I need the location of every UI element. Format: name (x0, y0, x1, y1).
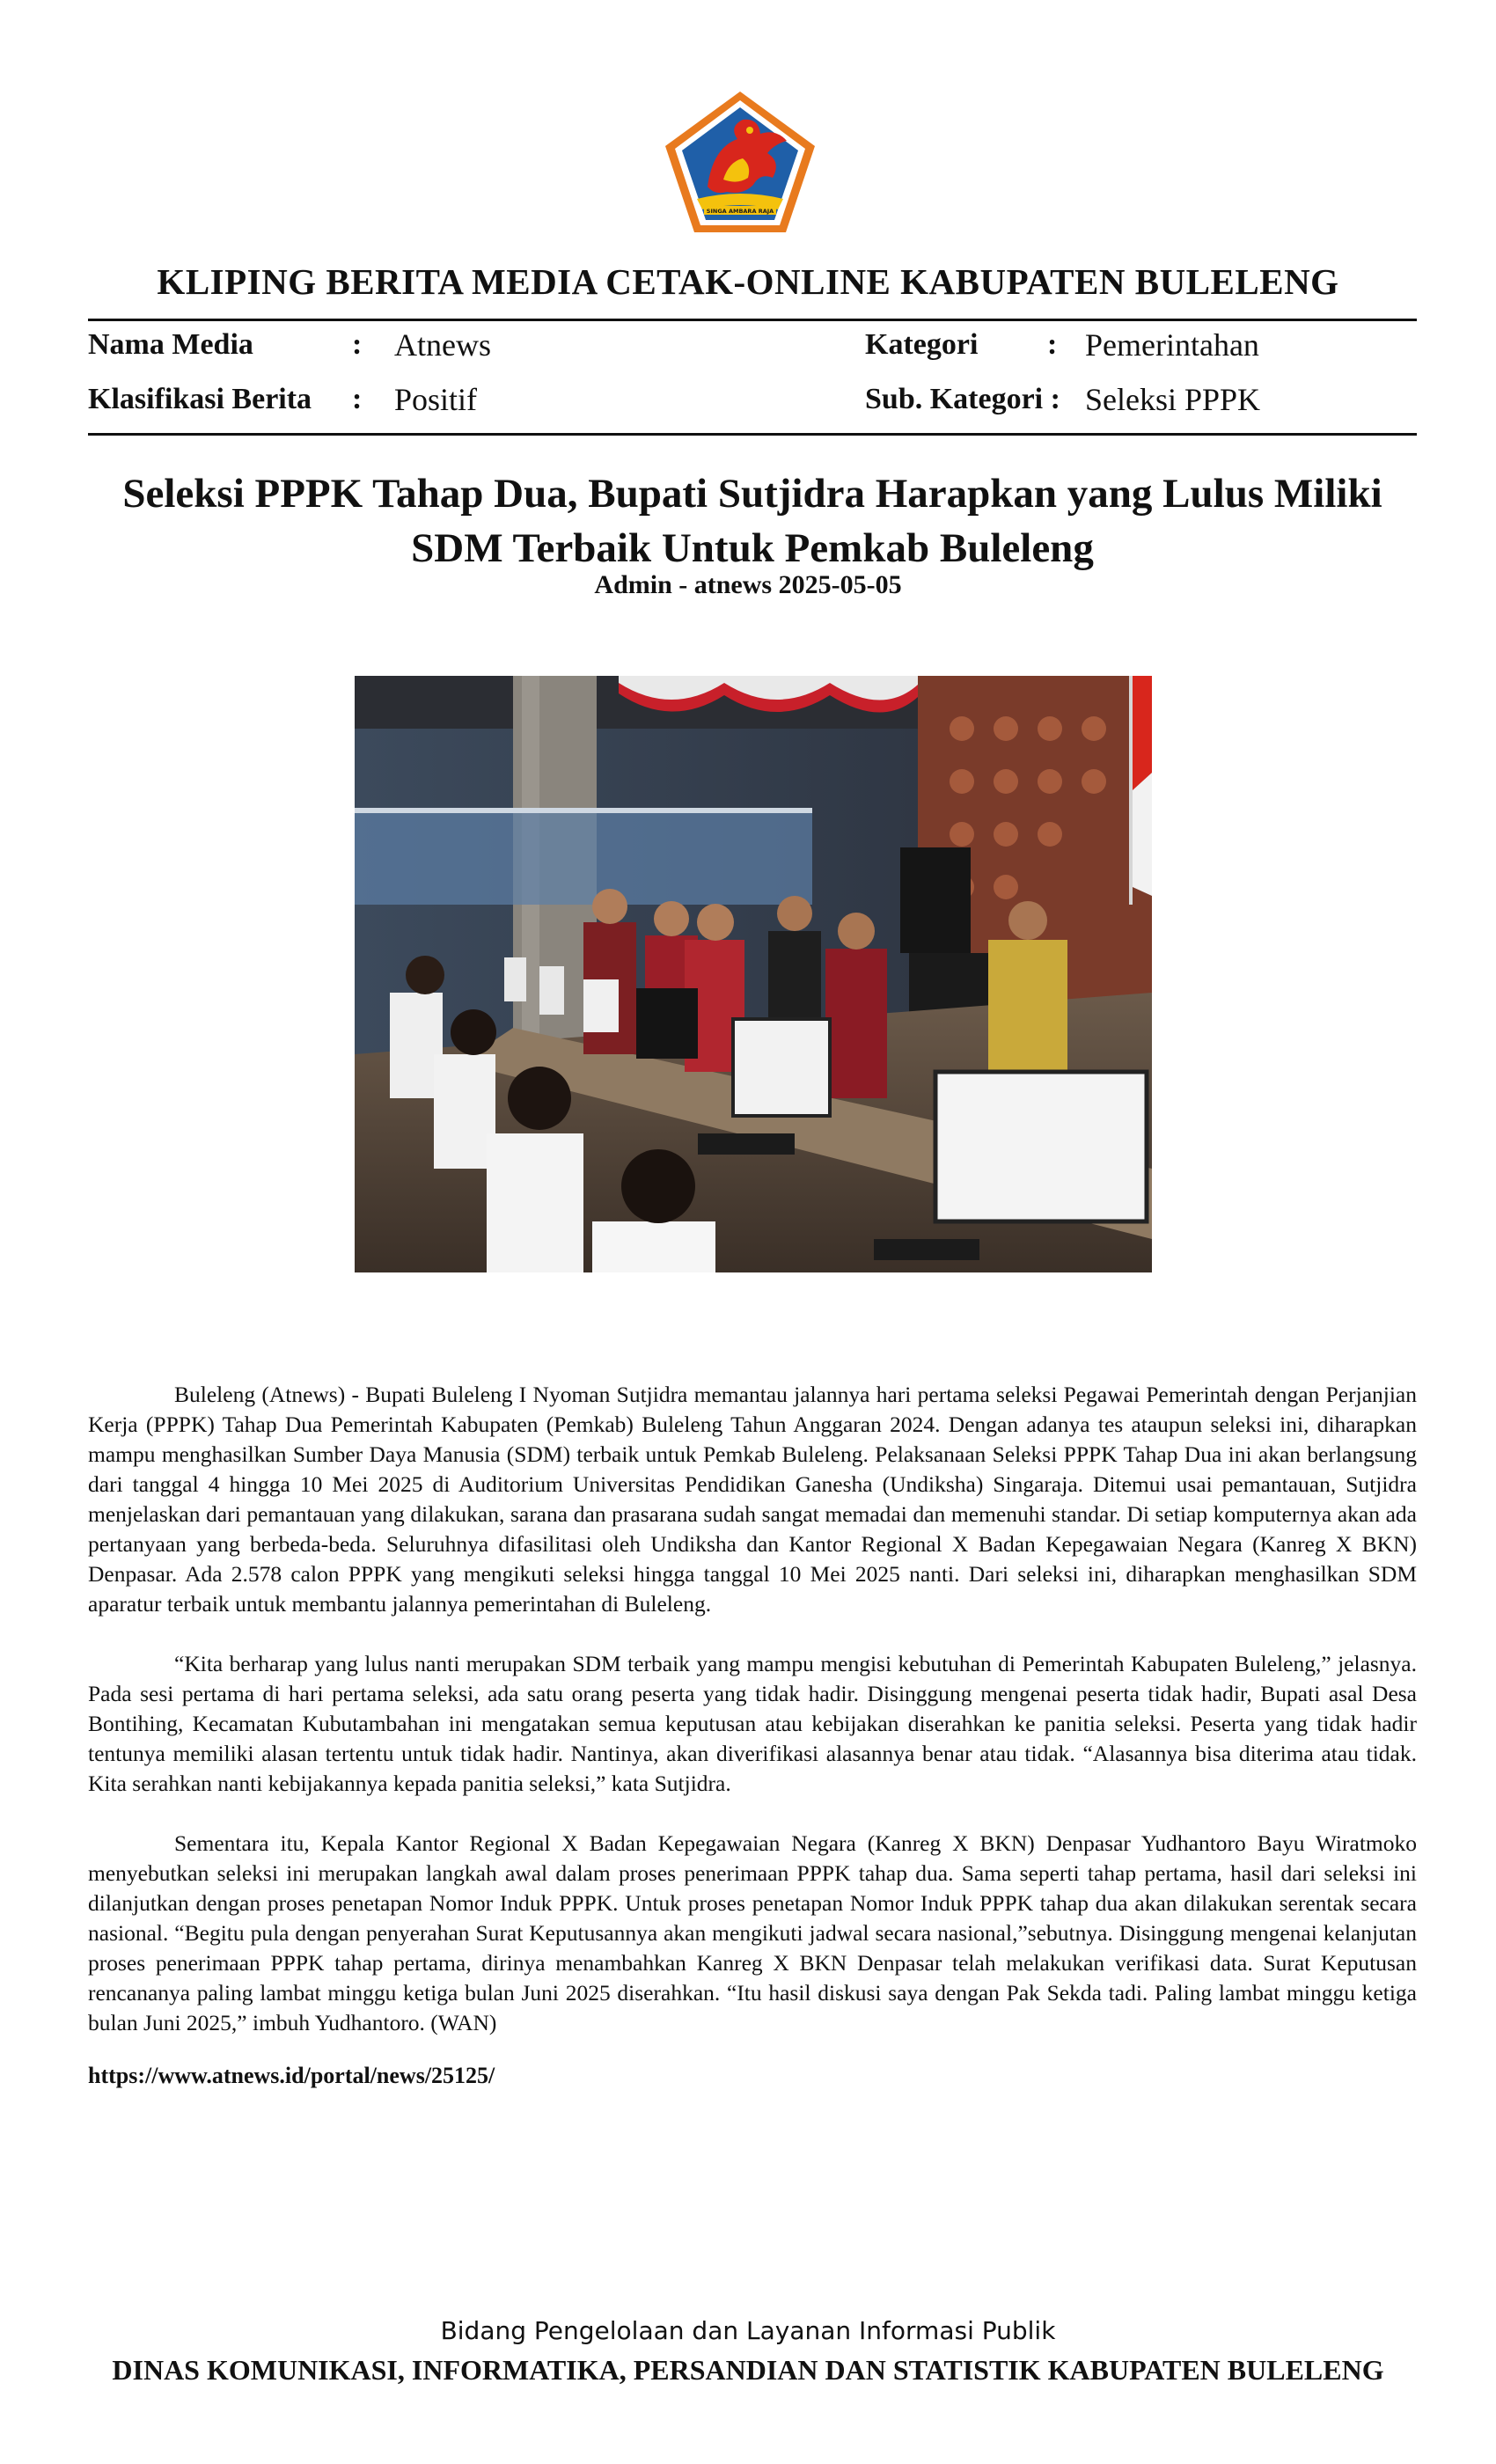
klasifikasi-label: Klasifikasi Berita (88, 383, 312, 415)
clipping-header-title: KLIPING BERITA MEDIA CETAK-ONLINE KABUPATEN BULELENG (157, 261, 1339, 302)
kategori-label: Kategori (865, 328, 979, 361)
subkategori-value: Seleksi PPPK (1085, 382, 1261, 417)
article-title: Seleksi PPPK Tahap Dua, Bupati Sutjidra Harapkan yang Lulus Miliki SDM Terbaik Untuk Pemkab Buleleng (122, 471, 1382, 571)
media-colon: : (352, 328, 363, 361)
subkategori-label: Sub. Kategori : (865, 383, 1060, 415)
article-paragraph-2: “Kita berharap yang lulus nanti merupakan SDM terbaik yang mampu mengisi kebutuhan di Pemerintah Kabupaten Buleleng,” jelasnya. Pada sesi pertama di hari pertama seleksi, ada satu orang peserta yang tidak hadir. Disinggung mengenai peserta tidak hadir, Bupati asal Desa Bontihing, Kecamatan Kubutambahan ini mengatakan semua keputusan atau kebijakan diserahkan ke panitia seleksi. Peserta yang tidak hadir tentunya memiliki alasan tertentu untuk tidak hadir. Nantinya, akan diverifikasi alasannya benar atau tidak. “Alasannya bisa diterima atau tidak. Kita serahkan nanti kebijakannya kepada panitia seleksi,” kata Sutjidra. (88, 1651, 1417, 1796)
footer-agency: DINAS KOMUNIKASI, INFORMATIKA, PERSANDIAN DAN STATISTIK KABUPATEN BULELENG (112, 2354, 1384, 2386)
media-value: Atnews (394, 327, 491, 363)
article-body (88, 1380, 1417, 2068)
news-photo (355, 676, 1152, 1272)
klasifikasi-value: Positif (394, 382, 478, 417)
article-byline: Admin - atnews 2025-05-05 (594, 570, 902, 599)
svg-text:SINGA AMBARA RAJA: SINGA AMBARA RAJA (706, 208, 774, 215)
source-url-link[interactable]: https://www.atnews.id/portal/news/25125/ (88, 2063, 495, 2088)
footer-division: Bidang Pengelolaan dan Layanan Informasi Publik (440, 2316, 1056, 2345)
article-paragraph-1: Buleleng (Atnews) - Bupati Buleleng I Nyoman Sutjidra memantau jalannya hari pertama seleksi Pegawai Pemerintah dengan Perjanjian Kerja (PPPK) Tahap Dua Pemerintah Kabupaten (Pemkab) Buleleng Tahun Anggaran 2024. Dengan adanya tes ataupun seleksi ini, diharapkan mampu menghasilkan Sumber Daya Manusia (SDM) terbaik untuk Pemkab Buleleng. Pelaksanaan Seleksi PPPK Tahap Dua ini akan berlangsung dari tanggal 4 hingga 10 Mei 2025 di Auditorium Universitas Pendidikan Ganesha (Undiksha) Singaraja. Ditemui usai pemantauan, Sutjidra menjelaskan dari pemantauan yang dilakukan, sarana dan prasarana sudah sangat memadai dan memenuhi standar. Di setiap komputernya akan ada pertanyaan yang berbeda-beda. Seluruhnya difasilitasi oleh Undiksha dan Kantor Regional X Badan Kepegawaian Negara (Kanreg X BKN) Denpasar. Ada 2.578 calon PPPK yang mengikuti seleksi hingga tanggal 10 Mei 2025 nanti. Dari seleksi ini, diharapkan menghasilkan SDM aparatur terbaik untuk membantu jalannya pemerintahan di Buleleng. (88, 1382, 1417, 1617)
kategori-value: Pemerintahan (1085, 327, 1259, 363)
klasifikasi-colon: : (352, 383, 363, 415)
header-divider (88, 319, 1417, 321)
buleleng-coat-of-arms-logo (662, 88, 818, 236)
kategori-colon: : (1047, 328, 1058, 361)
article-paragraph-3: Sementara itu, Kepala Kantor Regional X Badan Kepegawaian Negara (Kanreg X BKN) Denpasar Yudhantoro Bayu Wiratmoko menyebutkan seleksi ini merupakan langkah awal dalam proses penerimaan PPPK tahap dua. Sama seperti tahap pertama, hasil dari seleksi ini dilanjutkan dengan proses penetapan Nomor Induk PPPK. Untuk proses penetapan Nomor Induk PPPK tahap dua akan dilakukan serentak secara nasional. “Begitu pula dengan penyerahan Surat Keputusannya akan mengikuti jadwal secara nasional,”sebutnya. Disinggung mengenai kelanjutan proses penerimaan PPPK tahap pertama, dirinya menambahkan Kanreg X BKN Denpasar telah melakukan verifikasi data. Surat Keputusan rencananya paling lambat minggu ketiga bulan Juni 2025 diserahkan. “Itu hasil diskusi saya dengan Pak Sekda tadi. Paling lambat minggu ketiga bulan Juni 2025,” imbuh Yudhantoro. (WAN) (88, 1830, 1417, 2035)
media-label: Nama Media (88, 328, 253, 361)
meta-divider (88, 433, 1417, 436)
